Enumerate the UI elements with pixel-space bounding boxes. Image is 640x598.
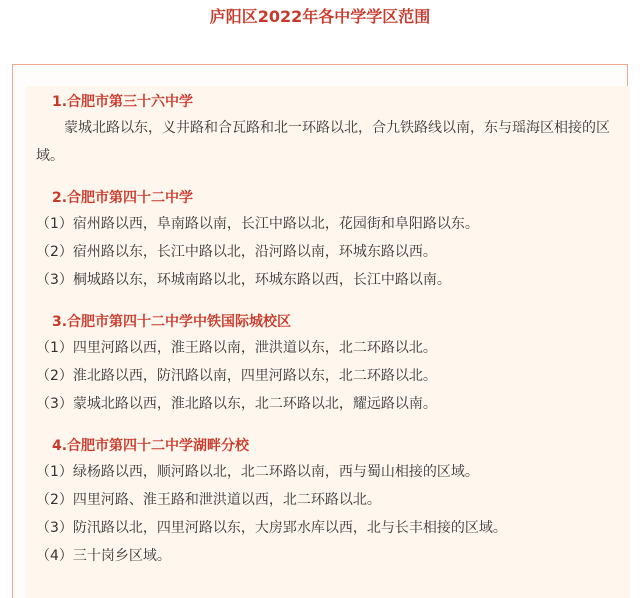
list-item: （2）淮北路以西，防汛路以南，四里河路以东，北二环路以北。	[36, 368, 437, 384]
list-item: （1）四里河路以西，淮王路以南，泄洪道以东，北二环路以北。	[36, 340, 437, 356]
section-heading: 4.合肥市第四十二中学湖畔分校	[52, 438, 250, 454]
list-item: （3）桐城路以东，环城南路以北，环城东路以西，长江中路以南。	[36, 272, 451, 288]
list-item: （2）四里河路、淮王路和泄洪道以西，北二环路以北。	[36, 492, 381, 508]
section-school-36	[26, 90, 618, 170]
list-item: （3）蒙城北路以西，淮北路以东，北二环路以北，耀远路以南。	[36, 396, 437, 412]
section-heading: 3.合肥市第四十二中学中铁国际城校区	[52, 314, 292, 330]
section-school-42-ztgjc	[26, 310, 618, 418]
list-item: （1）宿州路以西，阜南路以南，长江中路以北，花园街和阜阳路以东。	[36, 216, 479, 232]
section-school-42-hupan	[26, 434, 618, 570]
content-body	[26, 90, 618, 570]
list-item: （4）三十岗乡区域。	[36, 548, 171, 564]
page-title: 庐阳区2022年各中学学区范围	[209, 7, 431, 26]
list-item: （2）宿州路以东，长江中路以北，沿河路以南，环城东路以西。	[36, 244, 437, 260]
section-paragraph: 蒙城北路以东，义井路和合瓦路和北一环路以北，合九铁路线以南，东与瑶海区相接的区域。	[36, 120, 610, 164]
section-heading: 2.合肥市第四十二中学	[52, 190, 194, 206]
section-school-42	[26, 186, 618, 294]
list-item: （3）防汛路以北，四里河路以东，大房郢水库以西，北与长丰相接的区域。	[36, 520, 507, 536]
section-heading: 1.合肥市第三十六中学	[52, 94, 194, 110]
list-item: （1）绿杨路以西，顺河路以北，北二环路以南，西与蜀山相接的区域。	[36, 464, 479, 480]
